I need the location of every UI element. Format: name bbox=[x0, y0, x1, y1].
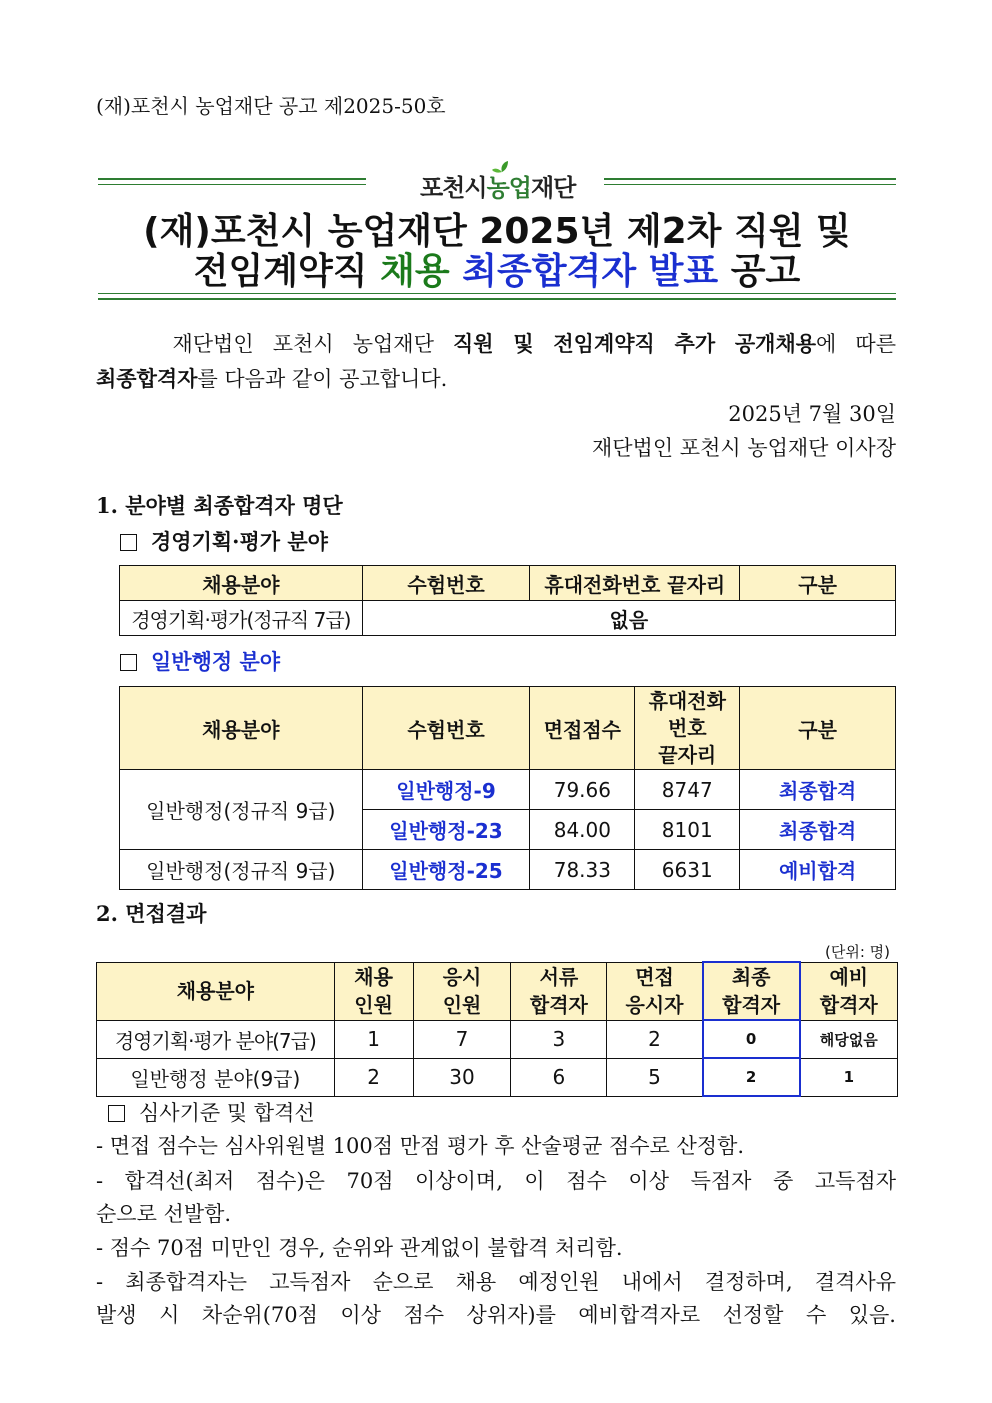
criteria-item-4-cont: 발생 시 차순위(70점 이상 점수 상위자)를 예비합격자로 선정할 수 있음. bbox=[96, 1303, 896, 1327]
cell-reserve: 해당없음 bbox=[800, 1020, 898, 1058]
table-header-row bbox=[97, 962, 898, 1020]
notice-number: (재)포천시 농업재단 공고 제2025-50호 bbox=[96, 94, 446, 118]
cell-hire: 1 bbox=[334, 1020, 413, 1058]
cell-doc: 6 bbox=[511, 1058, 607, 1096]
criteria-item-3: - 점수 70점 미만인 경우, 순위와 관계없이 불합격 처리함. bbox=[96, 1236, 623, 1260]
criteria-item-2-cont: 순으로 선발함. bbox=[96, 1202, 232, 1226]
table-row bbox=[120, 770, 896, 810]
title-part-hiring: 채용 bbox=[380, 251, 450, 292]
logo-text-1: 포천시 bbox=[420, 174, 487, 202]
subsection-mgmt: 경영기획·평가 분야 bbox=[120, 526, 328, 556]
intro-line-1: 재단법인 포천시 농업재단 직원 및 전임계약직 추가 공개채용에 따른 bbox=[172, 331, 897, 356]
checkbox-icon bbox=[108, 1105, 125, 1122]
cell-none: 없음 bbox=[362, 601, 895, 636]
table-header-row bbox=[120, 687, 896, 770]
col-phone: 휴대전화 번호 끝자리 bbox=[635, 687, 740, 770]
col-apply-count: 응시 인원 bbox=[413, 962, 511, 1020]
intro-line-2: 최종합격자를 다음과 같이 공고합니다. bbox=[96, 366, 448, 391]
criteria-item-2: - 합격선(최저 점수)은 70점 이상이며, 이 점수 이상 득점자 중 고득점자 bbox=[96, 1169, 896, 1193]
foundation-logo bbox=[416, 160, 580, 200]
cell-final: 2 bbox=[703, 1058, 800, 1096]
logo-text-2: 농업 bbox=[486, 174, 531, 202]
issuer: 재단법인 포천시 농업재단 이사장 bbox=[591, 436, 896, 460]
cell-exam-no: 일반행정-25 bbox=[362, 850, 530, 890]
cell-doc: 3 bbox=[511, 1020, 607, 1058]
cell-final: 0 bbox=[703, 1020, 800, 1058]
col-result: 구분 bbox=[740, 687, 896, 770]
col-reserve-pass: 예비 합격자 bbox=[800, 962, 898, 1020]
col-score: 면접점수 bbox=[530, 687, 635, 770]
col-result: 구분 bbox=[740, 566, 896, 601]
col-interviewees: 면접 응시자 bbox=[607, 962, 703, 1020]
cell-apply: 7 bbox=[413, 1020, 511, 1058]
col-phone: 휴대전화번호 끝자리 bbox=[530, 566, 740, 601]
checkbox-icon bbox=[120, 534, 137, 551]
logo-text-3: 재단 bbox=[530, 174, 576, 202]
col-hire-count: 채용 인원 bbox=[334, 962, 413, 1020]
cell-interview: 5 bbox=[607, 1058, 703, 1096]
table-mgmt bbox=[119, 565, 896, 636]
table-row bbox=[97, 1020, 898, 1058]
cell-phone: 8101 bbox=[635, 810, 740, 850]
title-part-notice: 공고 bbox=[730, 251, 801, 292]
col-doc-pass: 서류 합격자 bbox=[511, 962, 607, 1020]
page-title bbox=[98, 212, 896, 292]
col-final-pass: 최종 합격자 bbox=[703, 962, 800, 1020]
title-rule-left bbox=[98, 178, 366, 185]
table-admin bbox=[119, 686, 896, 890]
cell-hire: 2 bbox=[334, 1058, 413, 1096]
cell-score: 79.66 bbox=[530, 770, 635, 810]
section-1-heading: 1. 분야별 최종합격자 명단 bbox=[96, 493, 343, 518]
table-row bbox=[97, 1058, 898, 1096]
subsection-criteria: 심사기준 및 합격선 bbox=[108, 1097, 315, 1127]
cell-exam-no: 일반행정-23 bbox=[362, 810, 530, 850]
table-row bbox=[120, 850, 896, 890]
criteria-item-1: - 면접 점수는 심사위원별 100점 만점 평가 후 산술평균 점수로 산정함. bbox=[96, 1134, 745, 1158]
cell-score: 84.00 bbox=[530, 810, 635, 850]
title-line-2 bbox=[98, 252, 896, 292]
cell-interview: 2 bbox=[607, 1020, 703, 1058]
table-header-row bbox=[120, 566, 896, 601]
intro-bold-1: 직원 및 전임계약직 추가 공개채용 bbox=[453, 331, 817, 356]
cell-field: 일반행정(정규직 9급) bbox=[120, 770, 363, 850]
col-field: 채용분야 bbox=[97, 962, 335, 1020]
cell-result: 예비합격 bbox=[740, 850, 896, 890]
title-part-announcement: 최종합격자 발표 bbox=[462, 251, 719, 292]
table-row bbox=[120, 601, 896, 636]
notice-date: 2025년 7월 30일 bbox=[728, 402, 896, 426]
col-field: 채용분야 bbox=[120, 687, 363, 770]
cell-result: 최종합격 bbox=[740, 810, 896, 850]
cell-field: 일반행정 분야(9급) bbox=[97, 1058, 335, 1096]
col-exam-no: 수험번호 bbox=[362, 566, 530, 601]
cell-field: 경영기획·평가(정규직 7급) bbox=[120, 601, 363, 636]
section-2-heading: 2. 면접결과 bbox=[96, 901, 207, 926]
col-field: 채용분야 bbox=[120, 566, 363, 601]
cell-field: 경영기획·평가 분야(7급) bbox=[97, 1020, 335, 1058]
cell-score: 78.33 bbox=[530, 850, 635, 890]
cell-reserve: 1 bbox=[800, 1058, 898, 1096]
col-exam-no: 수험번호 bbox=[362, 687, 530, 770]
unit-label: (단위: 명) bbox=[825, 943, 890, 961]
cell-phone: 8747 bbox=[635, 770, 740, 810]
title-rule-right bbox=[604, 178, 896, 185]
criteria-item-4: - 최종합격자는 고득점자 순으로 채용 예정인원 내에서 결정하며, 결격사유 bbox=[96, 1270, 896, 1294]
checkbox-icon bbox=[120, 654, 137, 671]
cell-result: 최종합격 bbox=[740, 770, 896, 810]
cell-apply: 30 bbox=[413, 1058, 511, 1096]
intro-bold-2: 최종합격자 bbox=[96, 366, 198, 391]
subsection-admin: 일반행정 분야 bbox=[120, 646, 280, 676]
title-part-contract: 전임계약직 bbox=[193, 251, 368, 292]
title-line-1: (재)포천시 농업재단 2025년 제2차 직원 및 bbox=[143, 211, 851, 252]
cell-exam-no: 일반행정-9 bbox=[362, 770, 530, 810]
title-rule-bottom bbox=[98, 293, 896, 300]
table-interview-results bbox=[96, 961, 898, 1097]
cell-phone: 6631 bbox=[635, 850, 740, 890]
cell-field: 일반행정(정규직 9급) bbox=[120, 850, 363, 890]
